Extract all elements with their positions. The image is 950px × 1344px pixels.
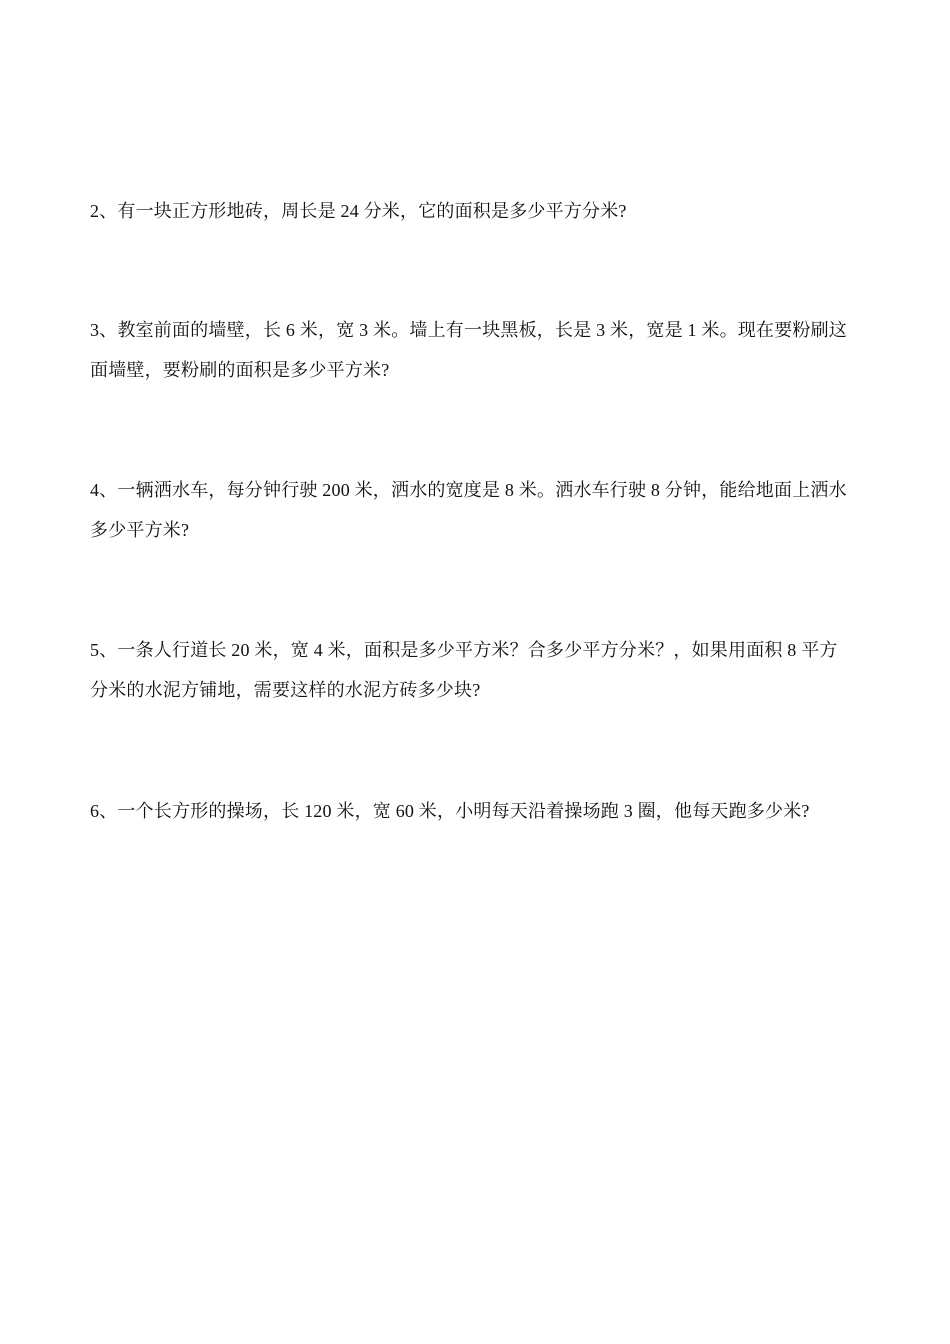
question-6: 6、一个长方形的操场，长 120 米，宽 60 米，小明每天沿着操场跑 3 圈，他每天跑多少米?: [90, 801, 810, 821]
question-4: 4、一辆洒水车，每分钟行驶 200 米，洒水的宽度是 8 米。洒水车行驶 8 分钟，能给地面上洒水多少平方米?: [90, 480, 847, 540]
question-3: 3、教室前面的墙壁，长 6 米，宽 3 米。墙上有一块黑板，长是 3 米，宽是 1 米。现在要粉刷这面墙壁，要粉刷的面积是多少平方米?: [90, 320, 847, 380]
question-2: 2、有一块正方形地砖，周长是 24 分米，它的面积是多少平方分米?: [90, 201, 627, 221]
question-5: 5、一条人行道长 20 米，宽 4 米，面积是多少平方米？合多少平方分米？，如果用面积 8 平方分米的水泥方铺地，需要这样的水泥方砖多少块?: [90, 640, 838, 700]
